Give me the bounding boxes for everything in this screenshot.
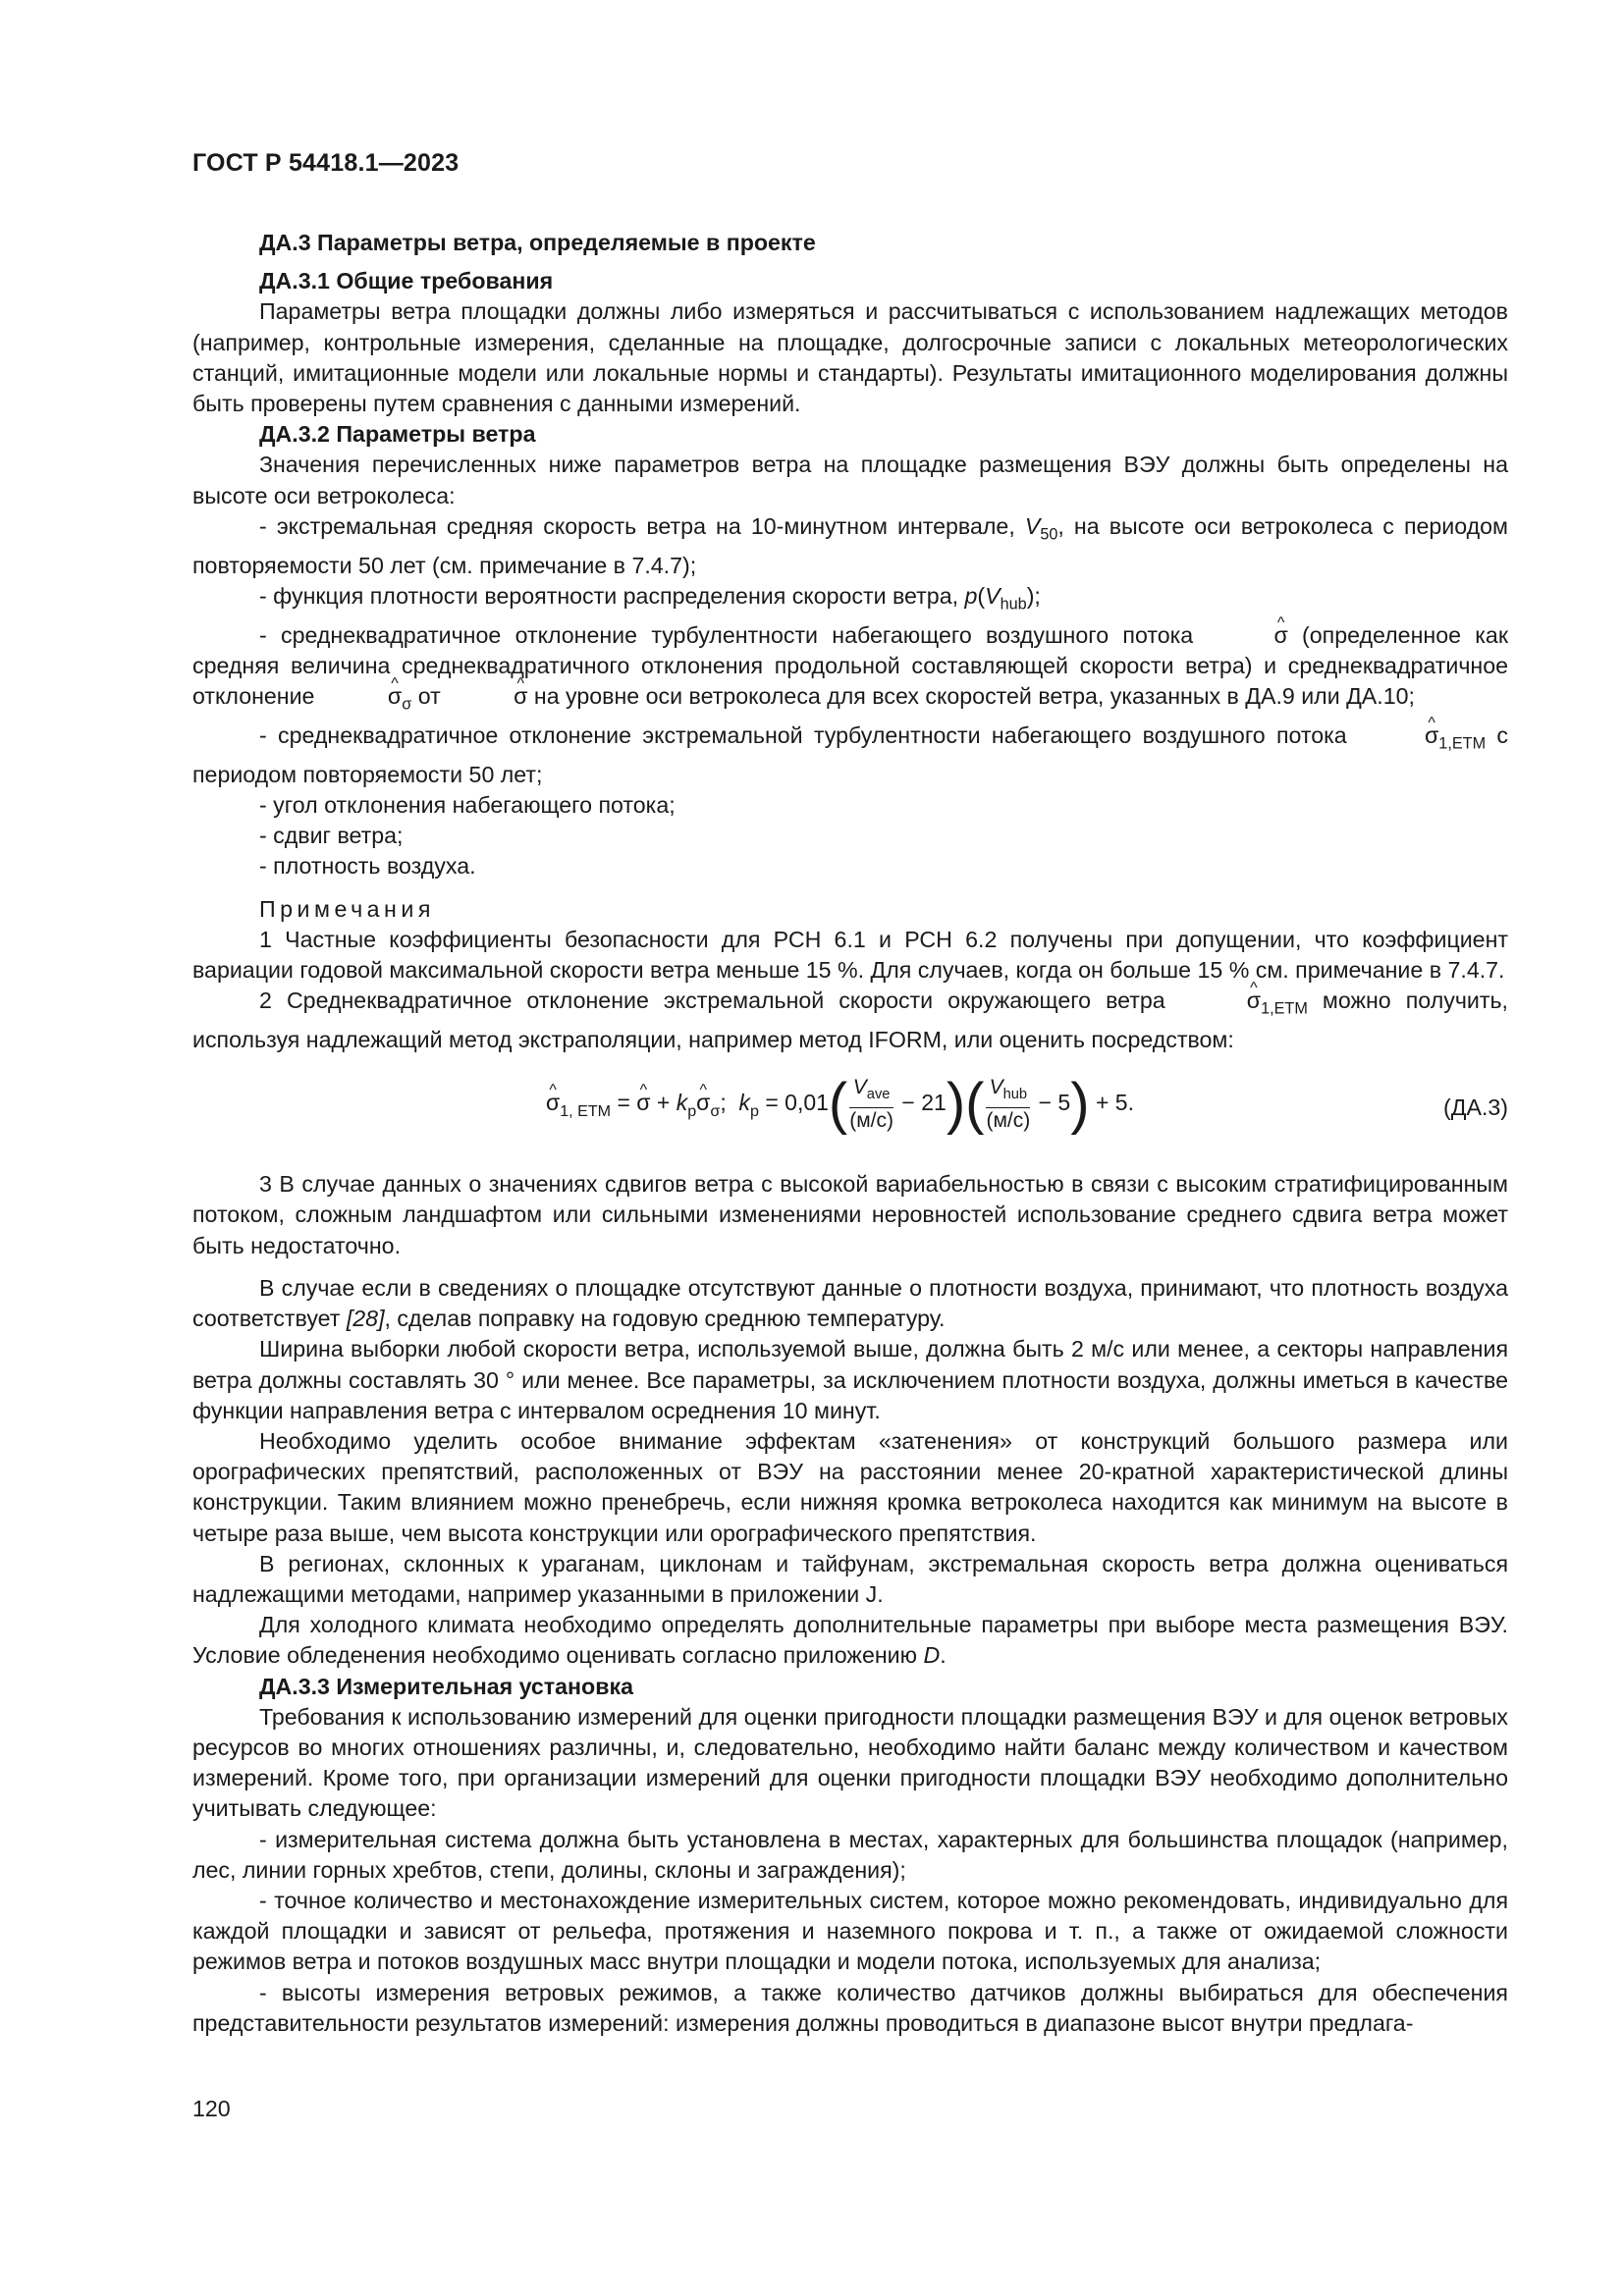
- paragraph: Ширина выборки любой скорости ветра, используемой выше, должна быть 2 м/с или менее, а секторы направления ветра должны составлять 30 ° или менее. Все параметры, за исключением плотности воздуха, должны иметься в качестве функции направления ветра с интервалом осреднения 10 минут.: [192, 1336, 1508, 1423]
- list-item: - среднеквадратичное отклонение турбулентности набегающего воздушного потока ^ σ (определенное как средняя величина среднеквадратичного отклонения продольной составляющей скорости ветра) и среднеквадратичное отклонение ^ $\sigma_\sigma$ от ^ σ на уровне оси ветроколеса для всех скоростей ветра, указанных в ДА.9 или ДА.10;: [192, 620, 1508, 721]
- sigma-hat-symbol: ^ σ: [1358, 721, 1438, 751]
- paragraph: Параметры ветра площадки должны либо измеряться и рассчитываться с использованием надлежащих методов (например, контрольные измерения, сделанные на площадке, долгосрочные записи с локальных метеорологических станций, имитационные модели или локальные нормы и стандарты). Результаты имитационного моделирования должны быть проверены путем сравнения с данными измерений.: [192, 298, 1508, 417]
- list-item: - экстремальная средняя скорость ветра на 10-минутном интервале, $V_{50}$, на высоте оси ветроколеса с периодом повторяемости 50 лет (см. примечание в 7.4.7);: [192, 512, 1508, 578]
- paragraph: Необходимо уделить особое внимание эффектам «затенения» от конструкций большого размера или орографических препятствий, расположенных от ВЭУ на расстоянии менее 20-кратной характеристической длины конструкции. Таким влиянием можно пренебречь, если нижняя кромка ветроколеса находится как минимум на высоте в четыре раза выше, чем высота конструкции или орографического препятствия.: [192, 1427, 1508, 1546]
- subsection-title-2: ДА.3.2 Параметры ветра: [259, 421, 536, 448]
- paragraph: В регионах, склонных к ураганам, циклонам и тайфунам, экстремальная скорость ветра должна оцениваться надлежащими методами, например указанными в приложении J.: [192, 1550, 1508, 1607]
- formula-expression: ^ $\sigma_{1, ETM}$ = ^ $\sigma + k_p\^{}$ $\sigma_\sigma$; $k_p = 0,01$( $\frac{V_{ave}}{(м/с)}$ − 21)( $\frac{V_{hub}}{(м/с)}$ − 5) + 5.: [546, 1075, 1134, 1134]
- list-item: - угол отклонения набегающего потока;: [259, 792, 676, 819]
- note-2: 2 Среднеквадратичное отклонение экстремальной скорости окружающего ветра ^ $\sigma_{1,ETM}$ можно получить, используя надлежащий метод экстраполяции, например метод IFORM, или оценить посредством:: [192, 986, 1508, 1055]
- paragraph: Значения перечисленных ниже параметров ветра на площадке размещения ВЭУ должны быть определены на высоте оси ветроколеса:: [192, 452, 1508, 508]
- paragraph: Для холодного климата необходимо определять дополнительные параметры при выборе места размещения ВЭУ. Условие обледенения необходимо оценивать согласно приложению D.: [192, 1612, 1508, 1669]
- subsection-title-1: ДА.3.1 Общие требования: [259, 268, 554, 294]
- document-code: ГОСТ Р 54418.1—2023: [192, 149, 460, 177]
- page-number: 120: [192, 2096, 231, 2121]
- sigma-hat-symbol: ^ σ: [321, 681, 402, 712]
- list-item: - плотность воздуха.: [259, 853, 476, 880]
- note-1: 1 Частные коэффициенты безопасности для РСН 6.1 и РСН 6.2 получены при допущении, что коэффициент вариации годовой максимальной скорости ветра меньше 15 %. Для случаев, когда он больше 15 % см. примечание в 7.4.7.: [192, 926, 1508, 984]
- sigma-hat-symbol: ^ σ: [1207, 620, 1287, 651]
- section-title: ДА.3 Параметры ветра, определяемые в проекте: [259, 230, 816, 255]
- list-item: - высоты измерения ветровых режимов, а также количество датчиков должны выбираться для обеспечения представительности результатов измерений: измерения должны проводиться в диапазоне высот внутри предлага-: [192, 1979, 1508, 2036]
- list-item: - точное количество и местонахождение измерительных систем, которое можно рекомендовать, индивидуально для каждой площадки и зависят от рельефа, протяжения и наземного покрова и т. п., а также от ожидаемой сложности режимов ветра и потоков воздушных масс внутри площадки и модели потока, используемых для анализа;: [192, 1887, 1508, 1975]
- formula-da3: [192, 1065, 1508, 1155]
- formula-number: (ДА.3): [1443, 1095, 1508, 1121]
- list-item: - сдвиг ветра;: [259, 823, 404, 849]
- sigma-hat-symbol: ^ σ: [1180, 986, 1261, 1016]
- paragraph: В случае если в сведениях о площадке отсутствуют данные о плотности воздуха, принимают, что плотность воздуха соответствует [28], сделав поправку на годовую среднюю температуру.: [192, 1274, 1508, 1332]
- list-item: - среднеквадратичное отклонение экстремальной турбулентности набегающего воздушного потока ^ $\sigma_{1,ETM}$ с периодом повторяемости 50 лет;: [192, 721, 1508, 790]
- list-item: - функция плотности вероятности распределения скорости ветра, $p(V_{hub})$;: [259, 582, 1041, 614]
- page-content: [192, 228, 1508, 2039]
- list-item: - измерительная система должна быть установлена в местах, характерных для большинства площадок (например, лес, линии горных хребтов, степи, долины, склоны и заграждения);: [192, 1826, 1508, 1883]
- note-3: 3 В случае данных о значениях сдвигов ветра с высокой вариабельностью в связи с высоким стратифицированным потоком, сложным ландшафтом или сильными изменениями неровностей использование среднего сдвига ветра может быть недостаточно.: [192, 1171, 1508, 1258]
- notes-title: Примечания: [259, 895, 435, 922]
- paragraph: Требования к использованию измерений для оценки пригодности площадки размещения ВЭУ и для оценок ветровых ресурсов во многих отношениях различны, и, следовательно, необходимо найти баланс между количеством и качеством измерений. Кроме того, при организации измерений для оценки пригодности площадки ВЭУ необходимо дополнительно учитывать следующее:: [192, 1703, 1508, 1822]
- subsection-title-3: ДА.3.3 Измерительная установка: [259, 1673, 633, 1699]
- sigma-hat-symbol: ^ σ: [447, 681, 527, 712]
